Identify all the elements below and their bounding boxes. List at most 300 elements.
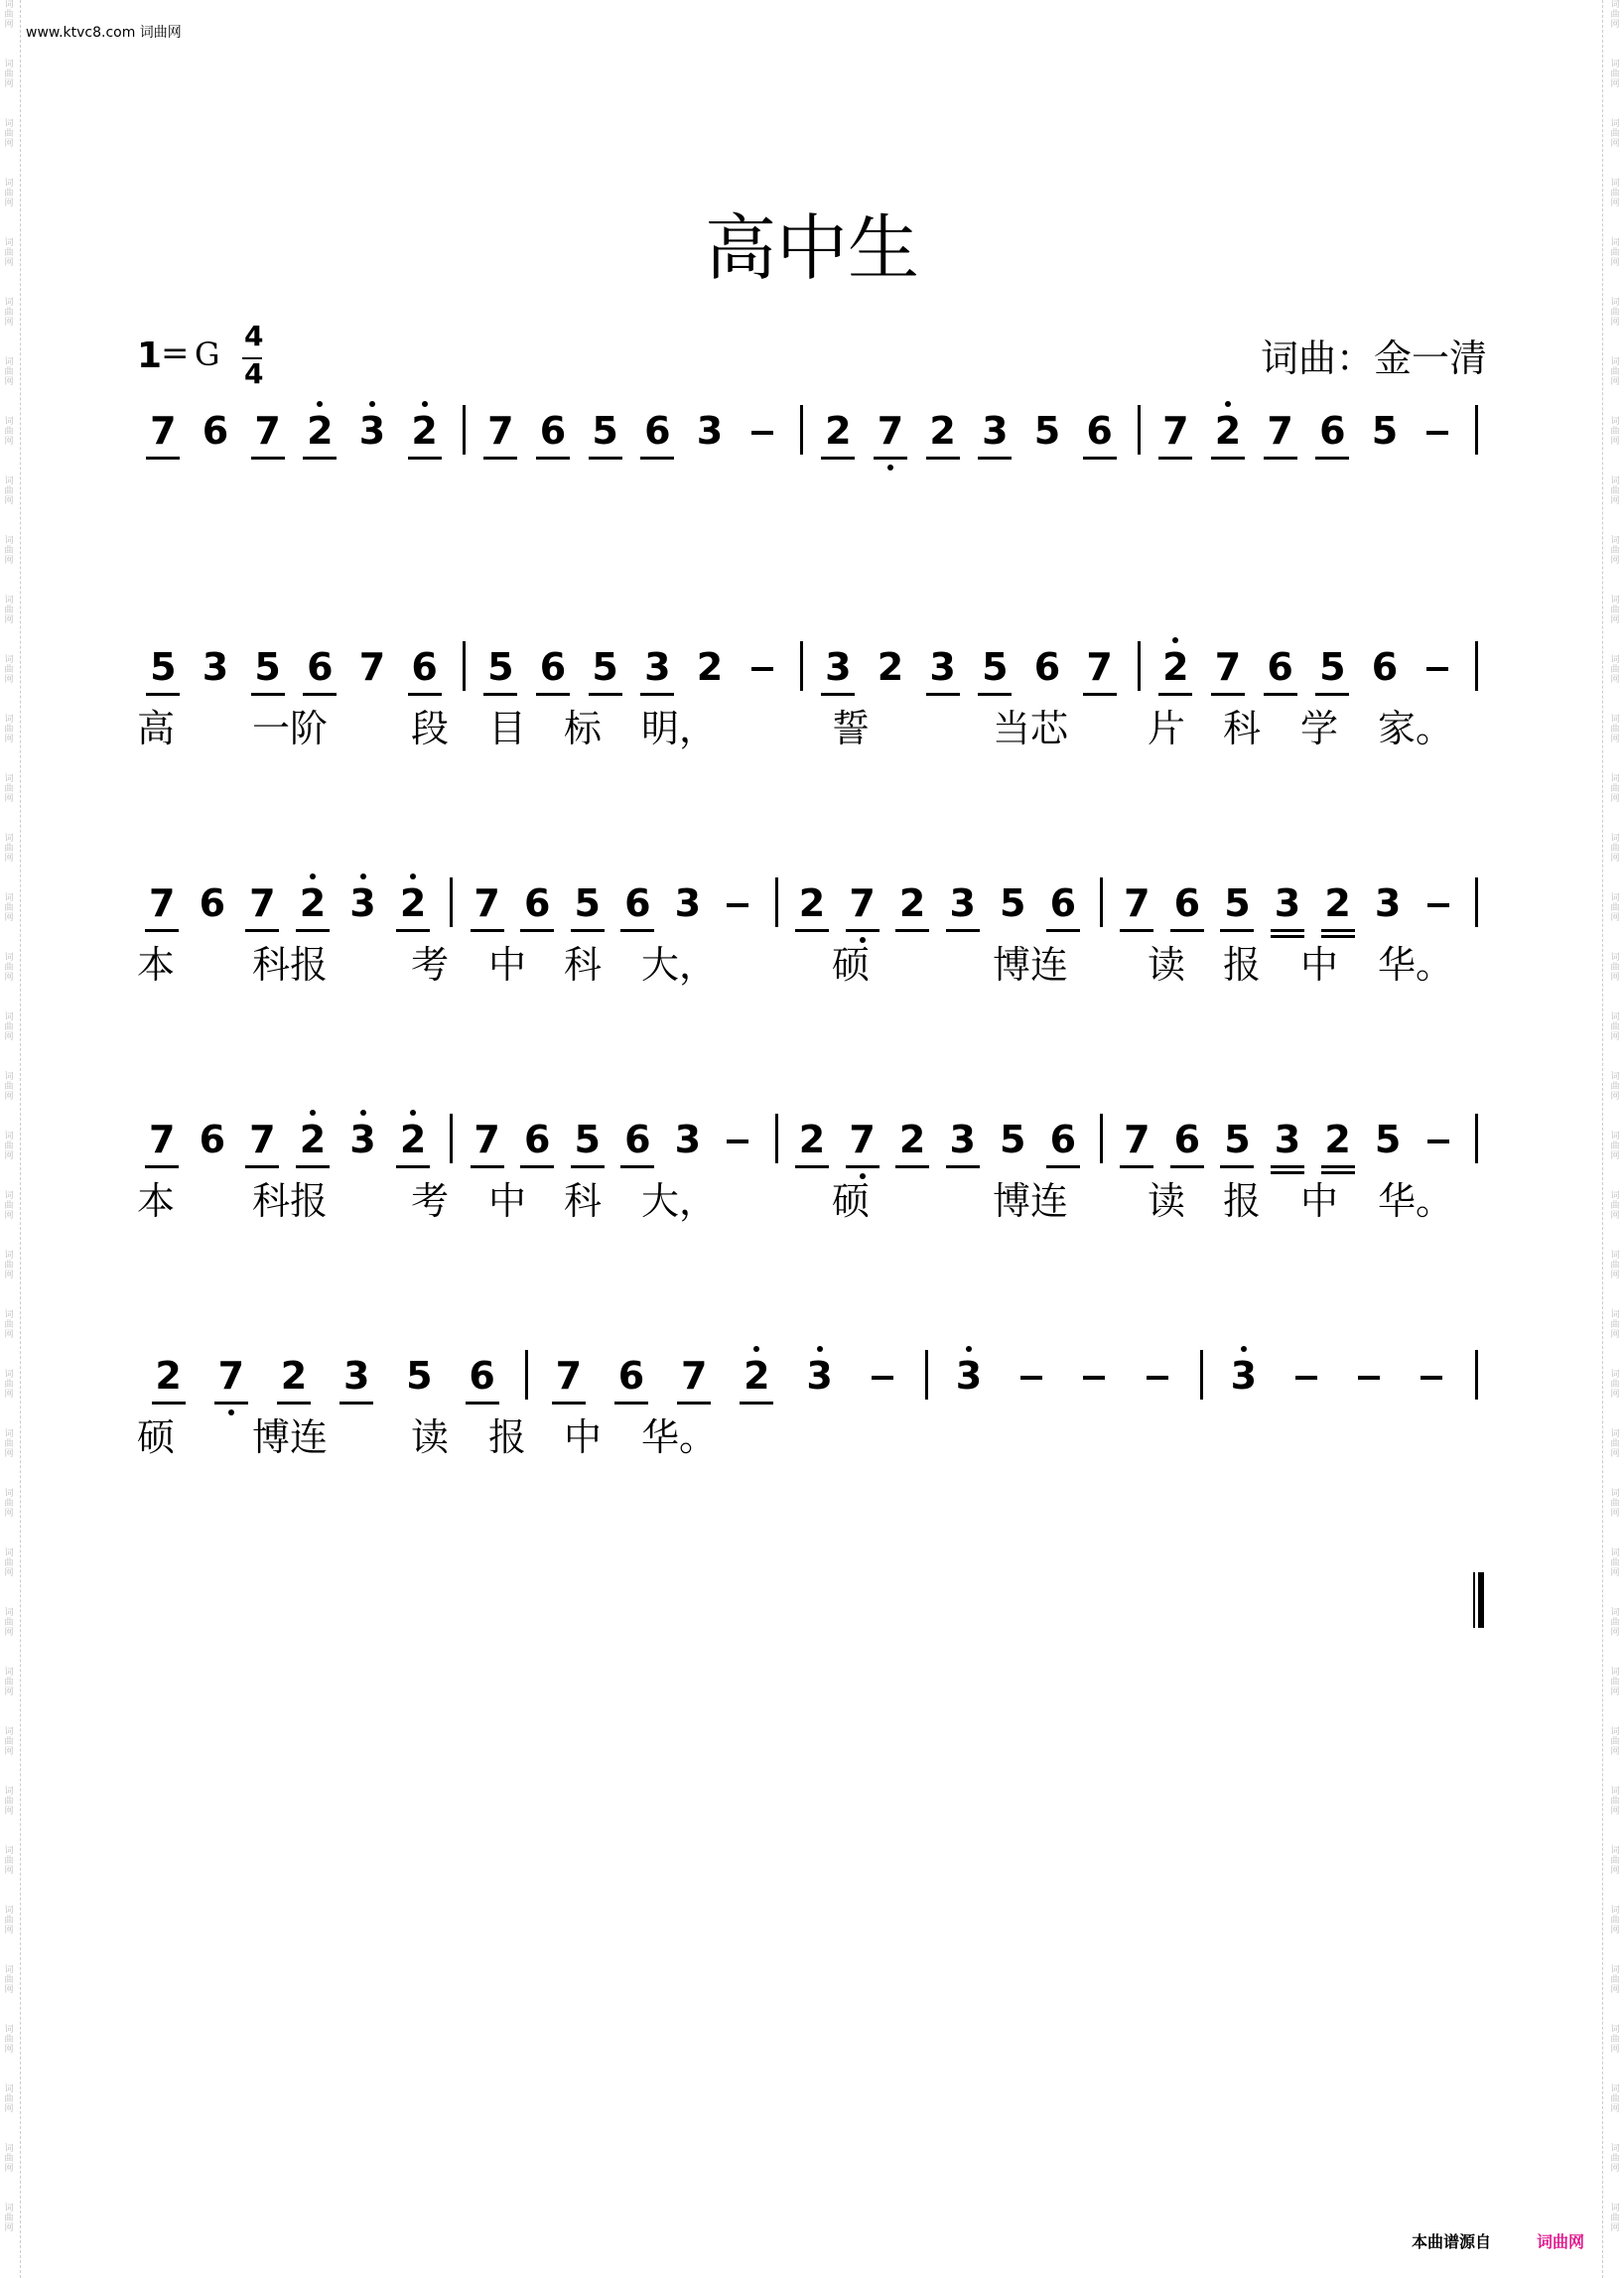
- lyric: 家。: [1378, 707, 1454, 750]
- beam-underline: [874, 457, 907, 460]
- lyric: 一阶: [252, 707, 329, 750]
- watermark-text: 词 曲 网: [4, 476, 14, 506]
- lyric: 报: [1223, 1179, 1262, 1223]
- beam-underline: [1321, 935, 1355, 938]
- beam-underline: [1321, 1165, 1355, 1168]
- note: 3: [955, 1354, 983, 1398]
- note: 2: [1324, 881, 1351, 925]
- watermark-text: 词 曲 网: [4, 1251, 14, 1280]
- note: 3: [202, 645, 229, 689]
- note: 2: [696, 645, 724, 689]
- beam-underline: [471, 929, 504, 932]
- lyric: 硕: [137, 1415, 176, 1459]
- note: 2: [411, 409, 438, 453]
- beam-underline: [895, 929, 929, 932]
- watermark-text: 词 曲 网: [4, 774, 14, 804]
- note: 5: [592, 645, 618, 689]
- beam-underline: [303, 693, 337, 696]
- sustain-dash: [1358, 1376, 1380, 1380]
- watermark-text: 词 曲 网: [1610, 953, 1620, 983]
- note: 6: [202, 409, 229, 453]
- watermark-text: 词 曲 网: [1610, 1191, 1620, 1221]
- note: 2: [307, 409, 334, 453]
- lyric: 博连: [993, 943, 1069, 987]
- score-row-3: [137, 871, 1487, 987]
- octave-high-dot: [1225, 401, 1231, 407]
- note: 2: [929, 409, 956, 453]
- watermark-text: 词 曲 网: [4, 1906, 14, 1936]
- site-url: www.ktvc8.com 词曲网: [26, 25, 182, 41]
- watermark-text: 词 曲 网: [4, 1846, 14, 1876]
- footer-source-text: 本曲谱源自: [1411, 2232, 1491, 2251]
- note: 3: [1374, 881, 1402, 925]
- beam-underline: [152, 1402, 186, 1405]
- beam-underline: [1211, 457, 1245, 460]
- beam-underline: [471, 1165, 504, 1168]
- beam-underline: [1264, 693, 1297, 696]
- beam-underline: [1170, 1165, 1204, 1168]
- watermark-text: 词 曲 网: [4, 1132, 14, 1161]
- side-watermark-right: [1608, 0, 1622, 2278]
- watermark-text: 词 曲 网: [4, 179, 14, 208]
- note: 5: [150, 645, 177, 689]
- note: 6: [1173, 1118, 1201, 1161]
- watermark-text: 词 曲 网: [1610, 834, 1620, 864]
- octave-high-dot: [966, 1346, 972, 1352]
- watermark-text: 词 曲 网: [4, 536, 14, 566]
- beam-underline: [895, 1165, 929, 1168]
- sustain-dash: [1083, 1376, 1105, 1380]
- note: 7: [680, 1354, 708, 1398]
- watermark-text: 词 曲 网: [1610, 1965, 1620, 1995]
- beam-underline: [145, 1165, 179, 1168]
- note: 5: [982, 645, 1009, 689]
- note: 7: [1214, 645, 1242, 689]
- note: 3: [696, 409, 724, 453]
- watermark-text: 词 曲 网: [4, 893, 14, 923]
- octave-high-dot: [360, 873, 366, 879]
- final-barline: [1473, 1572, 1485, 1628]
- lyric: 华。: [641, 1415, 718, 1459]
- note: 7: [1124, 881, 1150, 925]
- note: 5: [1224, 1118, 1251, 1161]
- watermark-text: 词 曲 网: [1610, 2144, 1620, 2174]
- note: 6: [1319, 409, 1346, 453]
- barline: [775, 877, 778, 927]
- beam-underline: [1315, 457, 1349, 460]
- beam-underline: [640, 693, 674, 696]
- beam-underline: [1158, 457, 1192, 460]
- note: 6: [1033, 645, 1061, 689]
- note: 3: [358, 409, 386, 453]
- key-name: G: [195, 335, 220, 373]
- beam-underline: [1211, 693, 1245, 696]
- barline: [775, 1114, 778, 1163]
- watermark-text: 词 曲 网: [1610, 119, 1620, 149]
- note: 5: [592, 409, 618, 453]
- beam-underline: [978, 457, 1012, 460]
- beam-underline: [821, 457, 855, 460]
- note: 7: [358, 645, 386, 689]
- beam-underline: [466, 1402, 499, 1405]
- score-row-5: [137, 1344, 1487, 1459]
- note: 2: [1162, 645, 1189, 689]
- beam-underline: [620, 1165, 654, 1168]
- note: 6: [1173, 881, 1201, 925]
- lyric: 明，: [641, 707, 718, 750]
- beam-underline: [846, 1165, 880, 1168]
- note: 6: [523, 1118, 551, 1161]
- beam-underline: [1158, 693, 1192, 696]
- beam-underline: [1220, 1165, 1254, 1168]
- watermark-text: 词 曲 网: [4, 596, 14, 625]
- sustain-dash: [727, 903, 748, 907]
- barline: [1200, 1350, 1203, 1400]
- watermark-text: 词 曲 网: [4, 1370, 14, 1400]
- note: 3: [674, 881, 702, 925]
- beam-underline: [1271, 935, 1304, 938]
- note: 2: [744, 1354, 770, 1398]
- note: 2: [155, 1354, 182, 1398]
- side-watermark-left: [2, 0, 16, 2278]
- beam-underline: [520, 929, 554, 932]
- sustain-dash: [1421, 1376, 1442, 1380]
- lyric: 读: [1148, 943, 1186, 987]
- note: 6: [1049, 1118, 1077, 1161]
- watermark-text: 词 曲 网: [1610, 1429, 1620, 1459]
- sustain-dash: [1427, 1139, 1449, 1143]
- watermark-text: 词 曲 网: [1610, 715, 1620, 744]
- note: 6: [539, 645, 567, 689]
- note: 3: [1274, 1118, 1301, 1161]
- note: 6: [1049, 881, 1077, 925]
- note: 5: [254, 645, 281, 689]
- watermark-text: 词 曲 网: [4, 1012, 14, 1042]
- beam-underline: [408, 457, 442, 460]
- beam-underline: [1321, 1171, 1355, 1174]
- watermark-text: 词 曲 网: [1610, 476, 1620, 506]
- barline: [800, 641, 803, 691]
- watermark-text: 词 曲 网: [1610, 238, 1620, 268]
- note: 7: [149, 881, 176, 925]
- lyric: 誓: [832, 707, 871, 750]
- note: 5: [1033, 409, 1061, 453]
- note: 3: [929, 645, 956, 689]
- lyric: 硕: [832, 1179, 871, 1223]
- footer-brand: 词曲网: [1536, 2232, 1584, 2251]
- barline: [1475, 877, 1478, 927]
- note: 3: [949, 881, 976, 925]
- note: 2: [798, 881, 826, 925]
- note: 3: [1274, 881, 1301, 925]
- beam-underline: [339, 1402, 373, 1405]
- lyric: 考: [411, 943, 450, 987]
- note: 6: [624, 881, 651, 925]
- watermark-text: 词 曲 网: [1610, 417, 1620, 447]
- beam-underline: [552, 1402, 586, 1405]
- watermark-text: 词 曲 网: [4, 238, 14, 268]
- beam-underline: [1083, 693, 1117, 696]
- lyric: 片: [1148, 707, 1186, 750]
- note: 7: [849, 881, 876, 925]
- note: 7: [1162, 409, 1189, 453]
- beam-underline: [795, 1165, 829, 1168]
- note: 3: [644, 645, 671, 689]
- note: 7: [877, 409, 904, 453]
- lyric: 当芯: [993, 707, 1069, 750]
- note: 7: [1086, 645, 1113, 689]
- watermark-text: 词 曲 网: [4, 1965, 14, 1995]
- watermark-text: 词 曲 网: [1610, 179, 1620, 208]
- beam-underline: [946, 1165, 980, 1168]
- note: 5: [1000, 881, 1026, 925]
- watermark-text: 词 曲 网: [1610, 2204, 1620, 2233]
- octave-high-dot: [310, 1110, 316, 1116]
- watermark-text: 词 曲 网: [4, 834, 14, 864]
- note: 2: [299, 881, 327, 925]
- note: 6: [644, 409, 671, 453]
- lyric: 读: [1148, 1179, 1186, 1223]
- final-barline-thick: [1478, 1572, 1484, 1628]
- beam-underline: [571, 929, 605, 932]
- octave-high-dot: [1241, 1346, 1247, 1352]
- beam-underline: [1271, 929, 1304, 932]
- note: 3: [342, 1354, 370, 1398]
- lyric: 科: [1223, 707, 1262, 750]
- watermark-text: 词 曲 网: [4, 1429, 14, 1459]
- lyric: 标: [564, 707, 603, 750]
- note: 3: [982, 409, 1009, 453]
- barline: [1475, 641, 1478, 691]
- lyric: 高: [137, 707, 176, 750]
- note: 2: [1324, 1118, 1351, 1161]
- sustain-dash: [727, 1139, 748, 1143]
- watermark-text: 词 曲 网: [1610, 1608, 1620, 1638]
- watermark-text: 词 曲 网: [1610, 596, 1620, 625]
- note: 3: [1230, 1354, 1258, 1398]
- beam-underline: [251, 457, 285, 460]
- lyric: 报: [488, 1415, 527, 1459]
- octave-low-dot: [228, 1409, 234, 1415]
- note: 6: [1371, 645, 1399, 689]
- note: 6: [539, 409, 567, 453]
- score-row-2: [137, 635, 1487, 750]
- watermark-text: 词 曲 网: [1610, 2084, 1620, 2114]
- beam-underline: [589, 693, 622, 696]
- note: 2: [280, 1354, 308, 1398]
- note: 7: [474, 881, 500, 925]
- watermark-text: 词 曲 网: [1610, 2025, 1620, 2055]
- final-barline-thin: [1473, 1572, 1475, 1628]
- watermark-text: 词 曲 网: [4, 655, 14, 685]
- sustain-dash: [1426, 431, 1448, 435]
- lyric: 本: [137, 1179, 176, 1223]
- watermark-text: 词 曲 网: [1610, 1787, 1620, 1816]
- octave-high-dot: [410, 873, 416, 879]
- beam-underline: [1046, 1165, 1080, 1168]
- note: 6: [1086, 409, 1113, 453]
- note: 3: [949, 1118, 976, 1161]
- note: 5: [574, 1118, 601, 1161]
- watermark-text: 词 曲 网: [4, 2144, 14, 2174]
- octave-low-dot: [887, 465, 893, 470]
- beam-underline: [589, 457, 622, 460]
- beam-underline: [1264, 457, 1297, 460]
- beam-underline: [677, 1402, 711, 1405]
- beam-underline: [740, 1402, 773, 1405]
- note: 7: [150, 409, 177, 453]
- beam-underline: [821, 693, 855, 696]
- note: 2: [299, 1118, 327, 1161]
- right-margin-line: [1602, 0, 1603, 2278]
- lyric: 博连: [993, 1179, 1069, 1223]
- octave-high-dot: [317, 401, 323, 407]
- watermark-text: 词 曲 网: [1610, 1310, 1620, 1340]
- beam-underline: [396, 1165, 430, 1168]
- beam-underline: [303, 457, 337, 460]
- sustain-dash: [1427, 903, 1449, 907]
- beam-underline: [795, 929, 829, 932]
- lyric: 学: [1300, 707, 1339, 750]
- note: 5: [487, 645, 514, 689]
- composer-credit: 词曲：金一清: [1260, 336, 1487, 380]
- watermark-text: 词 曲 网: [1610, 1846, 1620, 1876]
- note: 7: [254, 409, 281, 453]
- note: 6: [469, 1354, 495, 1398]
- note: 6: [624, 1118, 651, 1161]
- barline: [1475, 405, 1478, 455]
- watermark-text: 词 曲 网: [1610, 1370, 1620, 1400]
- beam-underline: [396, 929, 430, 932]
- watermark-text: 词 曲 网: [4, 357, 14, 387]
- beam-underline: [926, 457, 960, 460]
- lyric: 博连: [252, 1415, 329, 1459]
- barline: [1138, 641, 1141, 691]
- octave-high-dot: [422, 401, 428, 407]
- note: 6: [199, 1118, 226, 1161]
- watermark-text: 词 曲 网: [1610, 893, 1620, 923]
- watermark-text: 词 曲 网: [4, 715, 14, 744]
- beam-underline: [296, 1165, 330, 1168]
- watermark-text: 词 曲 网: [1610, 1072, 1620, 1102]
- note: 2: [1214, 409, 1242, 453]
- note: 7: [555, 1354, 583, 1398]
- octave-high-dot: [753, 1346, 759, 1352]
- watermark-text: 词 曲 网: [4, 298, 14, 328]
- sustain-dash: [1426, 667, 1448, 671]
- beam-underline: [536, 457, 570, 460]
- sustain-dash: [872, 1376, 893, 1380]
- note: 5: [1000, 1118, 1026, 1161]
- barline: [925, 1350, 928, 1400]
- watermark-text: 词 曲 网: [4, 953, 14, 983]
- time-numerator: 4: [244, 320, 264, 352]
- note: 2: [825, 409, 852, 453]
- lyric: 中: [1300, 1179, 1339, 1223]
- beam-underline: [1046, 929, 1080, 932]
- note: 6: [523, 881, 551, 925]
- watermark-text: 词 曲 网: [4, 1608, 14, 1638]
- beam-underline: [520, 1165, 554, 1168]
- octave-high-dot: [310, 873, 316, 879]
- beam-underline: [926, 693, 960, 696]
- sustain-dash: [751, 667, 773, 671]
- barline: [1475, 1350, 1478, 1400]
- barline: [463, 405, 466, 455]
- lyric: 本: [137, 943, 176, 987]
- barline: [525, 1350, 528, 1400]
- watermark-text: 词 曲 网: [1610, 357, 1620, 387]
- lyric: 段: [411, 707, 450, 750]
- lyric: 报: [1223, 943, 1262, 987]
- beam-underline: [846, 929, 880, 932]
- barline: [800, 405, 803, 455]
- lyric: 科: [564, 1179, 603, 1223]
- note: 6: [307, 645, 334, 689]
- beam-underline: [536, 693, 570, 696]
- note: 7: [1267, 409, 1293, 453]
- octave-high-dot: [817, 1346, 823, 1352]
- key-tonic: 1: [137, 335, 163, 376]
- watermark-text: 词 曲 网: [1610, 0, 1620, 30]
- lyric: 目: [488, 707, 527, 750]
- beam-underline: [296, 929, 330, 932]
- sustain-dash: [1295, 1376, 1317, 1380]
- key-equals: =: [161, 334, 190, 373]
- beam-underline: [245, 929, 279, 932]
- lyric: 中: [1300, 943, 1339, 987]
- note: 7: [217, 1354, 245, 1398]
- beam-underline: [946, 929, 980, 932]
- footer-credit: [1412, 2229, 1584, 2252]
- watermark-text: 词 曲 网: [4, 2204, 14, 2233]
- note: 5: [574, 881, 601, 925]
- watermark-text: 词 曲 网: [4, 119, 14, 149]
- lyric: 大，: [641, 943, 718, 987]
- lyric: 科报: [252, 943, 329, 987]
- note: 2: [399, 881, 427, 925]
- watermark-text: 词 曲 网: [1610, 298, 1620, 328]
- beam-underline: [277, 1402, 311, 1405]
- watermark-text: 词 曲 网: [4, 1787, 14, 1816]
- beam-underline: [571, 1165, 605, 1168]
- note: 2: [399, 1118, 427, 1161]
- octave-high-dot: [410, 1110, 416, 1116]
- beam-underline: [1271, 1171, 1304, 1174]
- beam-underline: [146, 457, 180, 460]
- note: 6: [1267, 645, 1293, 689]
- note: 2: [898, 1118, 926, 1161]
- note: 7: [249, 1118, 276, 1161]
- watermark-text: 词 曲 网: [1610, 1251, 1620, 1280]
- watermark-text: 词 曲 网: [1610, 60, 1620, 89]
- beam-underline: [146, 693, 180, 696]
- beam-underline: [408, 693, 442, 696]
- beam-underline: [145, 929, 179, 932]
- lyric: 硕: [832, 943, 871, 987]
- beam-underline: [245, 1165, 279, 1168]
- beam-underline: [1083, 457, 1117, 460]
- barline: [450, 1114, 453, 1163]
- barline: [450, 877, 453, 927]
- note: 2: [798, 1118, 826, 1161]
- note: 5: [1319, 645, 1346, 689]
- octave-high-dot: [369, 401, 375, 407]
- beam-underline: [483, 693, 517, 696]
- time-denominator: 4: [244, 357, 264, 390]
- note: 7: [849, 1118, 876, 1161]
- note: 6: [199, 881, 226, 925]
